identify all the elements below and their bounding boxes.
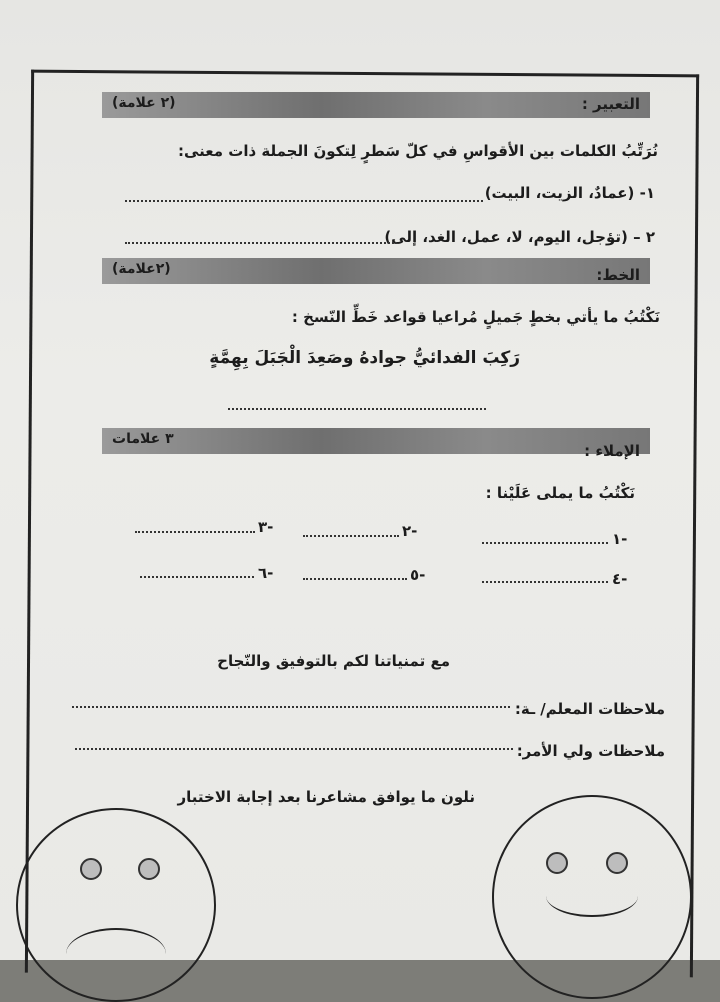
teacher-notes-label: ملاحظات المعلم/ ـة: <box>514 700 665 718</box>
section-marks-dictation: ٣ علامات <box>112 431 174 447</box>
dictation-number-5: ٥- <box>410 566 426 584</box>
handwriting-answer-line[interactable] <box>228 408 486 410</box>
sad-face-icon[interactable] <box>16 808 216 1002</box>
dictation-number-2: ٢- <box>402 522 418 540</box>
happy-face-icon[interactable] <box>492 795 692 999</box>
sad-face-mouth <box>66 928 166 980</box>
happy-face-mouth <box>546 875 638 917</box>
handwriting-instruction: نَكْتُبُ ما يأتي بخطٍ جَميلٍ مُراعيا قواعد خَطِّ النّسخ : <box>291 308 660 326</box>
dictation-number-4: ٤- <box>612 570 628 588</box>
happy-face-left-eye <box>546 852 568 874</box>
sad-face-left-eye <box>80 858 102 880</box>
color-instruction: نلون ما يوافق مشاعرنا بعد إجابة الاختبار <box>177 788 475 806</box>
answer-line-1[interactable] <box>125 200 483 202</box>
expression-instruction: نُرَتِّبُ الكلمات بين الأقواسِ في كلّ سَطرٍ لِتكونَ الجملة ذات معنى: <box>177 142 658 160</box>
dictation-line-4[interactable] <box>482 581 608 583</box>
expression-item-2: ٢ – (تؤجل، اليوم، لا، عمل، الغد، إلى) <box>384 228 655 246</box>
parent-notes-label: ملاحظات ولي الأمر: <box>516 742 665 760</box>
section-title-handwriting: الخط: <box>596 266 640 284</box>
section-marks-expression: (٢ علامة) <box>112 95 176 111</box>
dictation-line-1[interactable] <box>482 542 608 544</box>
dictation-line-3[interactable] <box>135 531 255 533</box>
dictation-line-5[interactable] <box>303 578 407 580</box>
happy-face-right-eye <box>606 852 628 874</box>
section-bar-dictation <box>102 428 650 460</box>
dictation-number-6: ٦- <box>258 564 274 582</box>
section-title-expression: التعبير : <box>581 95 640 113</box>
dictation-line-2[interactable] <box>303 535 399 537</box>
dictation-line-6[interactable] <box>140 576 254 578</box>
answer-line-2[interactable] <box>125 242 397 244</box>
handwriting-sentence: رَكِبَ الفدائيُّ جوادهُ وصَعِدَ الْجَبَلَ بِهِمَّةٍ <box>209 348 520 368</box>
wishes-text: مع تمنياتنا لكم بالتوفيق والنّجاح <box>217 652 450 670</box>
teacher-notes-line[interactable] <box>72 706 510 708</box>
expression-item-1: ١- (عمادٌ، الزيت، البيت) <box>484 184 655 202</box>
dictation-number-3: ٣- <box>258 518 274 536</box>
section-bar-expression <box>102 92 650 118</box>
dictation-instruction: نَكْتُبُ ما يملى عَلَيْنا : <box>485 484 635 502</box>
section-marks-handwriting: (٢علامة) <box>112 261 171 277</box>
section-title-dictation: الإملاء : <box>584 442 640 460</box>
sad-face-right-eye <box>138 858 160 880</box>
section-bar-handwriting <box>102 258 650 284</box>
dictation-number-1: ١- <box>612 530 628 548</box>
parent-notes-line[interactable] <box>75 748 513 750</box>
